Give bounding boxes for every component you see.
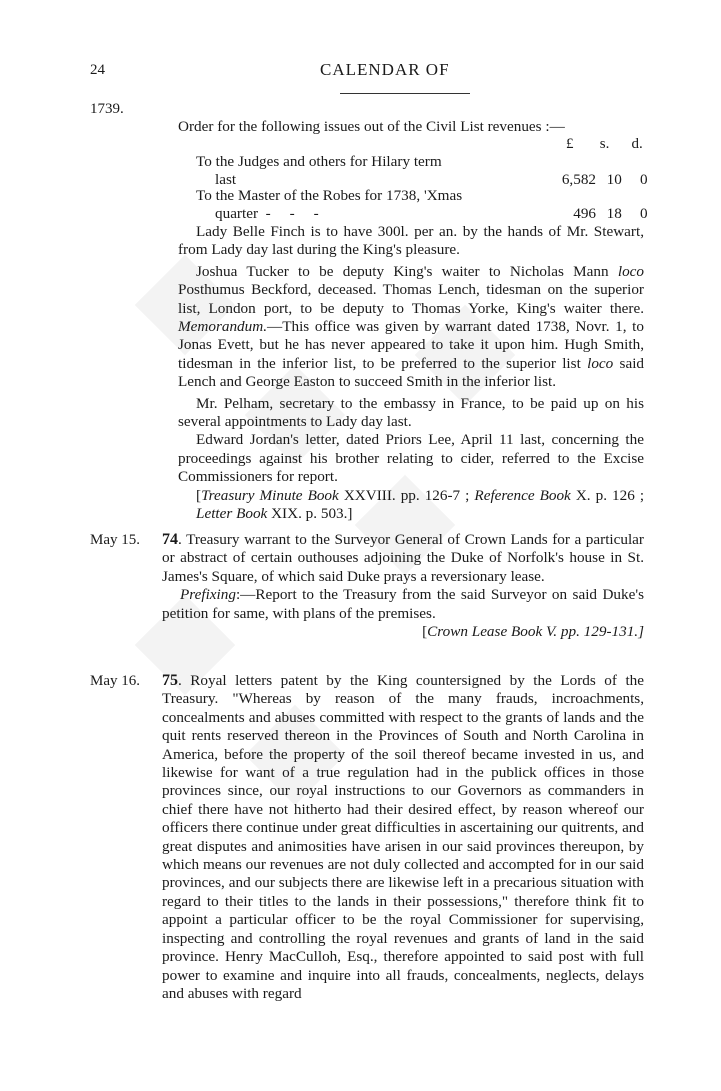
pence-heading: d. (631, 136, 643, 152)
ref2-text: Crown Lease Book V. pp. 129-131.] (427, 623, 644, 641)
entry-75 (162, 672, 644, 1003)
prefixing-paragraph (162, 586, 644, 623)
ref1-letter-book: Letter Book (196, 505, 268, 523)
order-item-2-amount (548, 205, 648, 223)
running-title: CALENDAR OF (320, 60, 450, 79)
entry-74 (162, 531, 644, 641)
prefixing-label: Prefixing (180, 586, 236, 604)
entry-75-number: 75 (162, 672, 178, 689)
entry-75-paragraph (162, 672, 644, 1003)
reference-2: [Crown Lease Book V. pp. 129-131.] (422, 623, 644, 641)
ref1-reference-pages: X. p. 126 ; (575, 486, 645, 504)
margin-date-may-16: May 16. (90, 673, 140, 689)
loco-italic-2: loco (587, 354, 614, 372)
item-1-pence: 0 (640, 171, 648, 188)
joshua-text-b: Posthumus Beckford, deceased. Thomas Lench, tidesman on the superior list, London port, to be deputy to Thomas Yorke, King's waiter there. (178, 281, 644, 317)
order-item-2-line2: quarter - - - (215, 205, 319, 222)
order-item-1-line1: To the Judges and others for Hilary term (196, 153, 442, 170)
item-2-pounds: 496 (573, 205, 596, 222)
item-2-shillings: 18 (606, 205, 622, 222)
margin-date-may-15: May 15. (90, 532, 140, 548)
order-item-1-amount (548, 171, 648, 189)
pelham-paragraph: Mr. Pelham, secretary to the embassy in France, to be paid up on his several appointments to Lady day last. (178, 394, 644, 431)
ref1-letter-pages: XIX. p. 503.] (271, 505, 353, 523)
joshua-tucker-paragraph (178, 263, 644, 392)
entry-74-number: 74 (162, 531, 178, 548)
ref1-reference-book: Reference Book (474, 486, 571, 504)
item-2-pence: 0 (640, 205, 648, 222)
entry-1739-body (178, 223, 644, 524)
reference-1: [Treasury Minute Book XXVIII. pp. 126-7 ; Reference Book X. p. 126 ; Letter Book XIX. p. 503.] (196, 486, 645, 523)
prefixing-text: :—Report to the Treasury from the said Surveyor on said Duke's petition for same, with plans of the premises. (162, 586, 644, 622)
page-number: 24 (90, 62, 105, 78)
loco-italic: loco (617, 262, 644, 280)
ref1-minute-book: Treasury Minute Book (201, 486, 339, 504)
joshua-text-c: —This office was given by warrant dated 1738, Novr. 1, to Jonas Evett, but he has never appeared to take it upon him. Hugh Smith, tidesman in the inferior list, to be preferred to the superior list (178, 318, 644, 372)
entry-75-text: . Royal letters patent by the King countersigned by the Lords of the Treasury. "Whereas by reason of the many frauds, incroachments, concealments and abuses committed with respect to the grants of lands and the quit rents reserved thereon in the Provinces of South and North Carolina in America, before the property of the soil thereof became invested in us, and likewise for want of a true regulation had in the publick offices in those provinces since, our royal instructions to our Governors as commanders in chief there have not hitherto had their desired effect, by reason whereof our officers there continue under great difficulties in ascertaining our quitrents, and great disputes and animosities have arisen in our said provinces thereupon, by which means our revenues are not duly collected and accompted for in our said provinces, and our subjects there are likewise left in a precarious situation with regard to their titles to the lands in their possessions," therefore think fit to appoint a particular officer to be the royal Commissioner for supervising, inspecting and controlling the royal revenues and grants of land in the said province. Henry MacCulloh, Esq., therefore appointed to said post with full power to examine and inquire into all frauds, concealments, neglects, delays and abuses with regard (162, 672, 644, 1002)
pounds-heading: £ (566, 136, 574, 152)
entry-74-paragraph (162, 531, 644, 586)
memorandum-italic: Memorandum. (178, 318, 268, 336)
entry-74-text: . Treasury warrant to the Surveyor General of Crown Lands for a particular or abstract of certain outhouses adjoining the Duke of Norfolk's house in St. James's Square, of which said Duke prays a reversionary lease. (162, 531, 644, 585)
ref1-minute-pages: XXVIII. pp. 126-7 ; (343, 486, 470, 504)
item-1-pounds: 6,582 (561, 171, 596, 188)
joshua-text-d: said Lench and George Easton to succeed Smith in the inferior list. (178, 354, 645, 391)
lady-belle-paragraph: Lady Belle Finch is to have 300l. per an. by the hands of Mr. Stewart, from Lady day last during the King's pleasure. (178, 223, 644, 259)
running-header (0, 58, 721, 82)
joshua-text-a: Joshua Tucker to be deputy King's waiter to Nicholas Mann (196, 262, 609, 280)
jordan-paragraph: Edward Jordan's letter, dated Priors Lee, April 11 last, concerning the proceedings against his brother relating to cider, referred to the Excise Commissioners for report. (178, 431, 644, 486)
order-intro-text: Order for the following issues out of the Civil List revenues :— (178, 118, 565, 135)
order-item-1-line2: last (215, 171, 237, 188)
shillings-heading: s. (599, 136, 610, 152)
margin-year: 1739. (90, 101, 124, 117)
header-rule (340, 93, 470, 94)
currency-heading (566, 136, 656, 153)
order-intro (178, 118, 644, 136)
item-1-shillings: 10 (606, 171, 622, 188)
order-item-2-line1: To the Master of the Robes for 1738, 'Xmas (196, 187, 463, 204)
